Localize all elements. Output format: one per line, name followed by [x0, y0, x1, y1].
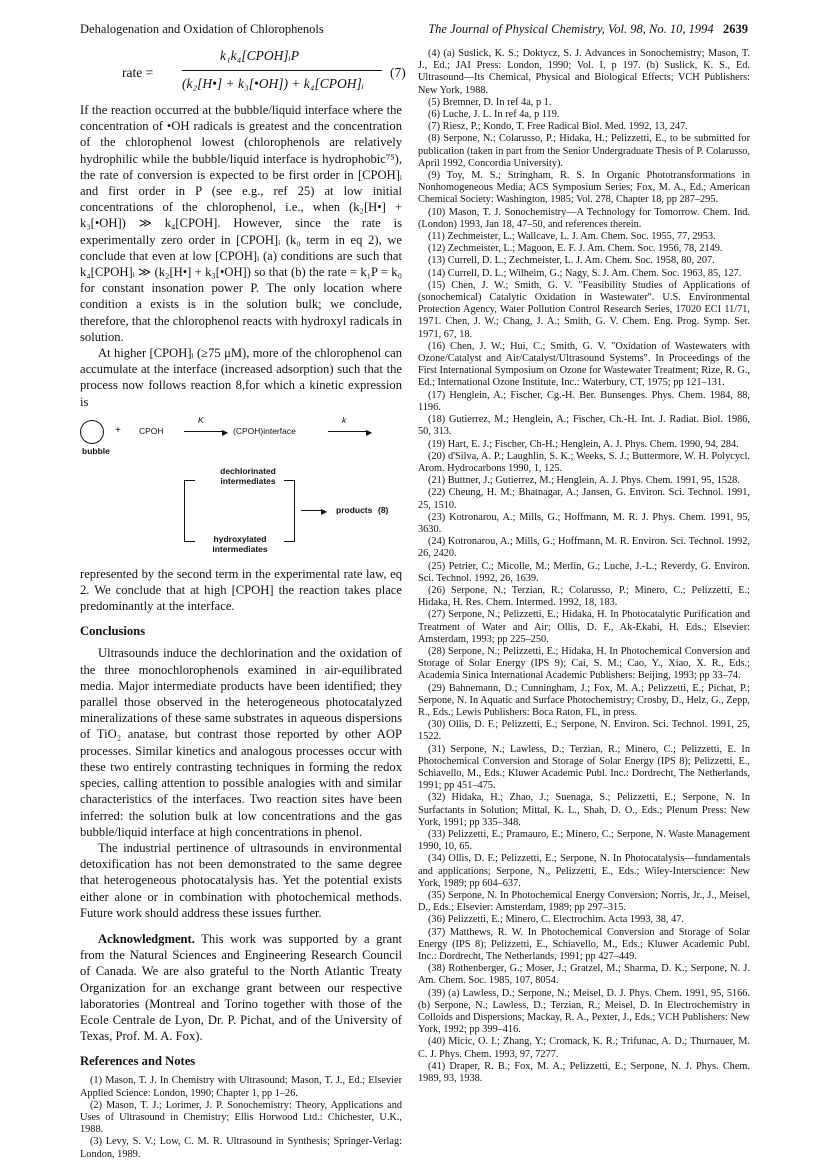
- reference-item: (31) Serpone, N.; Lawless, D.; Terzian, R.; Minero, C.; Pelizzetti, E. In Photochemical Conversion and Storage of Solar Energy (IPS 8); Pelizzetti, E., Schiavello, M., Eds.; Kluwer Academic Publ. Inc.: Dordrecht, The Netherlands, 1991; pp 451–475.: [418, 743, 750, 792]
- reference-item: (23) Kotronarou, A.; Mills, G.; Hoffmann, M. R. J. Phys. Chem. 1991, 95, 3630.: [418, 511, 750, 535]
- reference-item: (13) Currell, D. L.; Zechmeister, L. J. Am. Chem. Soc. 1958, 80, 207.: [428, 255, 715, 267]
- bubble-label: bubble: [82, 445, 110, 456]
- reference-item: (10) Mason, T. J. Sonochemistry—A Technology for Tomorrow. Chem. Ind. (London) 1993, Jan 18, 47–50, and references therein.: [418, 206, 750, 230]
- equation-number: (7): [390, 65, 406, 80]
- cpoh-label: CPOH: [139, 425, 164, 436]
- equation-lhs: rate =: [122, 65, 154, 80]
- reference-item: (4) (a) Suslick, K. S.; Doktycz, S. J. Advances in Sonochemistry; Mason, T. J., Ed.; JAI Press: London, 1990; Vol. I, p 197. (b) Suslick, K. S., Ed. Ultrasound—Its Chemical, Physical and Biological Effects; VCH Publishers: New York, 1988.: [418, 48, 750, 96]
- reference-item: (26) Serpone, N.; Terzian, R.; Colarusso, P.; Minero, C.; Pelizzetti, E.; Hidaka, H. Res. Chem. Intermed. 1992, 18, 183.: [418, 584, 750, 609]
- reference-list-left: [80, 1075, 402, 1160]
- reference-list-right: [418, 48, 750, 1085]
- reference-item: (16) Chen, J. W.; Hui, C.; Smith, G. V. "Oxidation of Wastewaters with Ozone/Catalyst and Air/Catalyst/Ultrasound Systems". In Proceedings of the First International Symposium on Ozone for Wastewater Treatment; Rize, R. G., Ed.; International Ozone Institute, Inc.: Waterbury, CT, 1975; pp 121–131.: [418, 340, 750, 389]
- left-bracket: [184, 480, 195, 542]
- reference-item: (40) Micic, O. I.; Zhang, Y.; Cromack, K. R.; Trifunac, A. D.; Thurnauer, M. C. J. Phys. Chem. 1993, 97, 7277.: [418, 1036, 750, 1060]
- reference-item: (24) Kotronarou, A.; Mills, G.; Hoffmann, M. R. Environ. Sci. Technol. 1992, 26, 2420.: [418, 536, 750, 560]
- right-bracket: [284, 480, 295, 542]
- equation-7: [80, 48, 406, 102]
- equation-denominator: (k₂[H•] + k₃[•OH]) + k₄[CPOH]ᵢ: [182, 76, 364, 91]
- reference-item: (8) Serpone, N.; Colarusso, P.; Hidaka, H.; Pelizzetti, E., to be submitted for publication (taken in part from the Senior Undergraduate Thesis of P. Colarusso, April 1992, Concordia University).: [418, 133, 750, 169]
- reference-item: (27) Serpone, N.; Pelizzetti, E.; Hidaka, H. In Photocatalytic Purification and Treatment of Water and Air; Ollis, D. F., Ak-Ekabi, H. Eds.; Elsevier: Amsterdam, 1993; pp 225–250.: [418, 609, 750, 645]
- arrow-line: [328, 431, 368, 432]
- reference-item: (41) Draper, R. B.; Fox, M. A.; Pelizzetti, E.; Serpone, N. J. Phys. Chem. 1989, 93, 1938.: [418, 1060, 750, 1085]
- paragraph-conclusions-2: The industrial pertinence of ultrasounds in environmental detoxification has not been demonstrated to the same degree that heterogeneous photocatalysis has. Yet the potential exists either alone or in combination with photochemical methods. Future work should address these issues further.: [80, 840, 402, 920]
- reference-item: (7) Riesz, P.; Kondo, T. Free Radical Biol. Med. 1992, 13, 247.: [428, 121, 688, 133]
- reference-item: (22) Cheung, H. M.; Bhatnagar, A.; Jansen, G. Environ. Sci. Technol. 1991, 25, 1510.: [418, 487, 750, 511]
- reference-item: (38) Rothenberger, G.; Moser, J.; Gratzel, M.; Sharma, D. K.; Serpone, N. J. Am. Chem. Soc. 1985, 107, 8054.: [418, 963, 750, 987]
- acknowledgment-text: This work was supported by a grant from the Natural Sciences and Engineering Research Council of Canada. We are also grateful to the North Atlantic Treaty Organization for an exchange grant between our respective laboratories (Montreal and Torino together with those of the Ecole Centrale de Lyon, Dr. P. Pichat, and of the University of Texas, Prof. M. A. Fox).: [80, 931, 402, 1044]
- acknowledgment-paragraph: [80, 931, 402, 1044]
- paragraph-higher-concentration: At higher [CPOH]ᵢ (≥75 μM), more of the chlorophenol can accumulate at the interface (increased adsorption) such that the process now follows reaction 8,for which a kinetic expression is: [80, 346, 402, 409]
- hydroxylated-label: hydroxylated intermediates: [212, 533, 268, 554]
- right-column: [418, 48, 750, 1085]
- section-heading-references: References and Notes: [80, 1054, 196, 1069]
- arrow-right-icon: ▶: [321, 506, 328, 516]
- page-number: 2639: [723, 22, 748, 36]
- reference-item: (2) Mason, T. J.; Lorimer, J. P. Sonochemistry: Theory, Applications and Uses of Ultrasound in Chemistry; Ellis Horwood Ltd.: Chichester, U.K., 1988.: [80, 1099, 402, 1136]
- cpoh-interface-label: (CPOH)interface: [233, 425, 296, 436]
- reference-item: (12) Zechmeister, L.; Magoon, E. F. J. Am. Chem. Soc. 1956, 78, 2149.: [428, 243, 723, 255]
- plus-sign: +: [115, 424, 121, 436]
- products-label: products: [336, 504, 373, 515]
- reference-item: (3) Levy, S. V.; Low, C. M. R. Ultrasound in Synthesis; Springer-Verlag: London, 1989.: [80, 1136, 402, 1160]
- reference-item: (6) Luche, J. L. In ref 4a, p 119.: [428, 109, 560, 121]
- reference-item: (34) Ollis, D. F.; Pelizzetti, E.; Serpone, N. In Photocatalysis—fundamentals and applications; Serpone, N., Pelizzetti, E., Eds.; Wiley-Interscience: New York, 1989; pp 604–637.: [418, 853, 750, 889]
- reaction-scheme-8: [80, 414, 402, 560]
- paragraph-interface-kinetics: If the reaction occurred at the bubble/liquid interface where the concentration of •OH radicals is greatest and the concentration of the chlorophenol lowest (chlorophenols are relatively hydrophilic while the bubble/liquid interface is hydrophobic⁷⁵), the rate of conversion is expected to be first order in [CPOH]ᵢ and first order in P (see e.g., ref 25) at low initial concentrations of the chlorophenol, i.e., when (k₂[H•] + k₃[•OH]) ≫ k₄[CPOH]. However, since the rate is experimentally zero order in [CPOH]ᵢ (k₀ term in eq 2), we conclude that even at low [CPOH]ᵢ (a) conditions are such that k₄[CPOH]ᵢ ≫ (k₂[H•] + k₃[•OH]) so that (b) the rate = k₁P = k₀ for constant insonation power P. The only location where condition a exists is in the solution bulk; we conclude, therefore, that the chlorophenol reacts with hydroxyl radicals in solution.: [80, 103, 402, 344]
- fraction-bar: [182, 70, 382, 71]
- reference-item: (28) Serpone, N.; Pelizzetti, E.; Hidaka, H. In Photochemical Conversion and Storage of Solar Energy (IPS 9); Cai, S. M.; Cao, Y., Xiao, X. R., Eds.; Academia Sinica International Academic Publishers: Beijing, 1993; pp 33–74.: [418, 645, 750, 682]
- reference-item: (32) Hidaka, H.; Zhao, J.; Suenaga, S.; Pelizzetti, E.; Serpone, N. In Surfactants in Solution; Mittal, K. L., Shah, D. O., Eds.; Plenum Press: New York, 1991; pp 335–348.: [418, 792, 750, 828]
- paragraph-after-scheme: represented by the second term in the experimental rate law, eq 2. We conclude that at high [CPOH] the reaction takes place predominantly at the interface.: [80, 566, 402, 614]
- paragraph-conclusions-1: Ultrasounds induce the dechlorination and the oxidation of the three monochlorophenols examined in air-equilibrated media. Major intermediate products have been identified; they parallel those observed in the heterogeneous photocatalyzed mineralizations of these same substrates in aqueous dispersions of TiO₂ anatase, but contrast those reported by other AOP processes. Similar kinetics and analogous processes occur with these two entirely contrasting techniques in forming the redox species, calling attention to possible analogies with and similar characteristics of the interfaces. Two reaction sites have been inferred: the solution bulk at low concentrations and the gas bubble/liquid interface at high concentrations in phenol.: [80, 646, 402, 839]
- journal-citation-header: [428, 22, 748, 37]
- reference-item: (37) Matthews, R. W. In Photochemical Conversion and Storage of Solar Energy (IPS 8); Pelizzetti, E., Schiavello, M., Eds.; Kluwer Academic Publ. Inc.: Dordrecht, The Netherlands, 1991; pp 427–449.: [418, 926, 750, 963]
- reference-item: (11) Zechmeister, L.; Wallcave, L. J. Am. Chem. Soc. 1955, 77, 2953.: [428, 231, 716, 243]
- equation-numerator: k₁k₄[CPOH]ᵢP: [220, 48, 300, 63]
- bubble-icon: [80, 420, 104, 444]
- left-column: [80, 48, 406, 1161]
- arrow-line: [301, 510, 323, 511]
- reference-item: (20) d'Silva, A. P.; Laughlin, S. K.; Weeks, S. J.; Buttermore, W. H. Polycycl. Arom. Hydrocarbons 1990, 1, 125.: [418, 450, 750, 474]
- rate-constant: k: [342, 414, 347, 425]
- reference-item: (30) Ollis, D. F.; Pelizzetti, E.; Serpone, N. Environ. Sci. Technol. 1991, 25, 1522.: [418, 719, 750, 743]
- reference-item: (17) Henglein, A.; Fischer, Cg.-H. Ber. Bunsenges. Phys. Chem. 1984, 88, 1196.: [418, 389, 750, 413]
- reference-item: (29) Bahnemann, D.; Cunningham, J.; Fox, M. A.; Pelizzetti, E.; Pichat, P.; Serpone, N. In Aquatic and Surface Photochemistry; Crosby, D., Helz, G., Zepp, R., Eds.; Lewis Publishers: Boca Raton, FL, in press.: [418, 682, 750, 718]
- acknowledgment-heading: Acknowledgment.: [98, 931, 195, 946]
- reference-item: (35) Serpone, N. In Photochemical Energy Conversion; Norris, Jr., J., Meisel, D., Eds.; Elsevier: Amsterdam, 1989; pp 297–315.: [418, 890, 750, 914]
- reference-item: (18) Gutierrez, M.; Henglein, A.; Fischer, Ch.-H. Int. J. Radiat. Biol. 1986, 50, 313.: [418, 414, 750, 438]
- arrow-right-icon: ▶: [366, 427, 373, 437]
- equilibrium-constant: K: [198, 414, 204, 425]
- reference-item: (19) Hart, E. J.; Fischer, Ch-H.; Henglein, A. J. Phys. Chem. 1990, 94, 284.: [428, 438, 739, 450]
- reference-item: (21) Buttner, J.; Gutierrez, M.; Henglein, A. J. Phys. Chem. 1991, 95, 1528.: [428, 475, 740, 487]
- dechlorinated-label: dechlorinated intermediates: [220, 465, 276, 486]
- reference-item: (33) Pelizzetti, E.; Pramauro, E.; Minero, C.; Serpone, N. Waste Management 1990, 10, 65.: [418, 829, 750, 853]
- arrow-right-icon: ▶: [222, 427, 229, 437]
- reference-item: (15) Chen, J. W.; Smith, G. V. "Feasibility Studies of Applications of (sonochemical) Catalytic Oxidation in Wastewater". U.S. Environmental Protection Agency, Water Pollution Control Research Series, 17020 ECI 11/71, 1971. Chen, J. W.; Chang, J. A.; Smith, G. V. Chem. Eng. Prog. Symp. Ser. 1971, 67, 18.: [418, 279, 750, 340]
- reference-item: (25) Petrier, C.; Micolle, M.; Merlin, G.; Luche, J.-L.; Reverdy, G. Environ. Sci. Technol. 1992, 26, 1639.: [418, 560, 750, 584]
- section-heading-conclusions: Conclusions: [80, 624, 146, 639]
- journal-citation: The Journal of Physical Chemistry, Vol. 98, No. 10, 1994: [428, 22, 714, 36]
- scheme-number: (8): [378, 504, 389, 515]
- reference-item: (1) Mason, T. J. In Chemistry with Ultrasound; Mason, T. J., Ed.; Elsevier Applied Science: London, 1990; Chapter 1, pp 1–26.: [80, 1075, 402, 1099]
- reference-item: (14) Currell, D. L.; Wilheim, G.; Nagy, S. J. Am. Chem. Soc. 1963, 85, 127.: [428, 267, 742, 279]
- reference-item: (5) Bremner, D. In ref 4a, p 1.: [428, 96, 552, 108]
- arrow-line: [184, 431, 224, 432]
- reference-item: (9) Toy, M. S.; Stringham, R. S. In Organic Phototransformations in Nonhomogeneous Media; ACS Symposium Series; Fox, M. A., Ed.; American Chemical Society: Washington, 1985; Vol. 278, Chapter 18, pp 287–295.: [418, 170, 750, 206]
- reference-item: (39) (a) Lawless, D.; Serpone, N.; Meisel, D. J. Phys. Chem. 1991, 95, 5166. (b) Serpone, N.; Lawless, D.; Terzian, R.; Meisel, D. In Electrochemistry in Colloids and Dispersions; Mackay, R. A., Pexter, J., Eds.; VCH Publishers: New York, 1992; pp 399–416.: [418, 987, 750, 1036]
- reference-item: (36) Pelizzetti, E.; Minero, C. Electrochim. Acta 1993, 38, 47.: [428, 914, 684, 926]
- running-head: Dehalogenation and Oxidation of Chlorophenols: [80, 22, 324, 36]
